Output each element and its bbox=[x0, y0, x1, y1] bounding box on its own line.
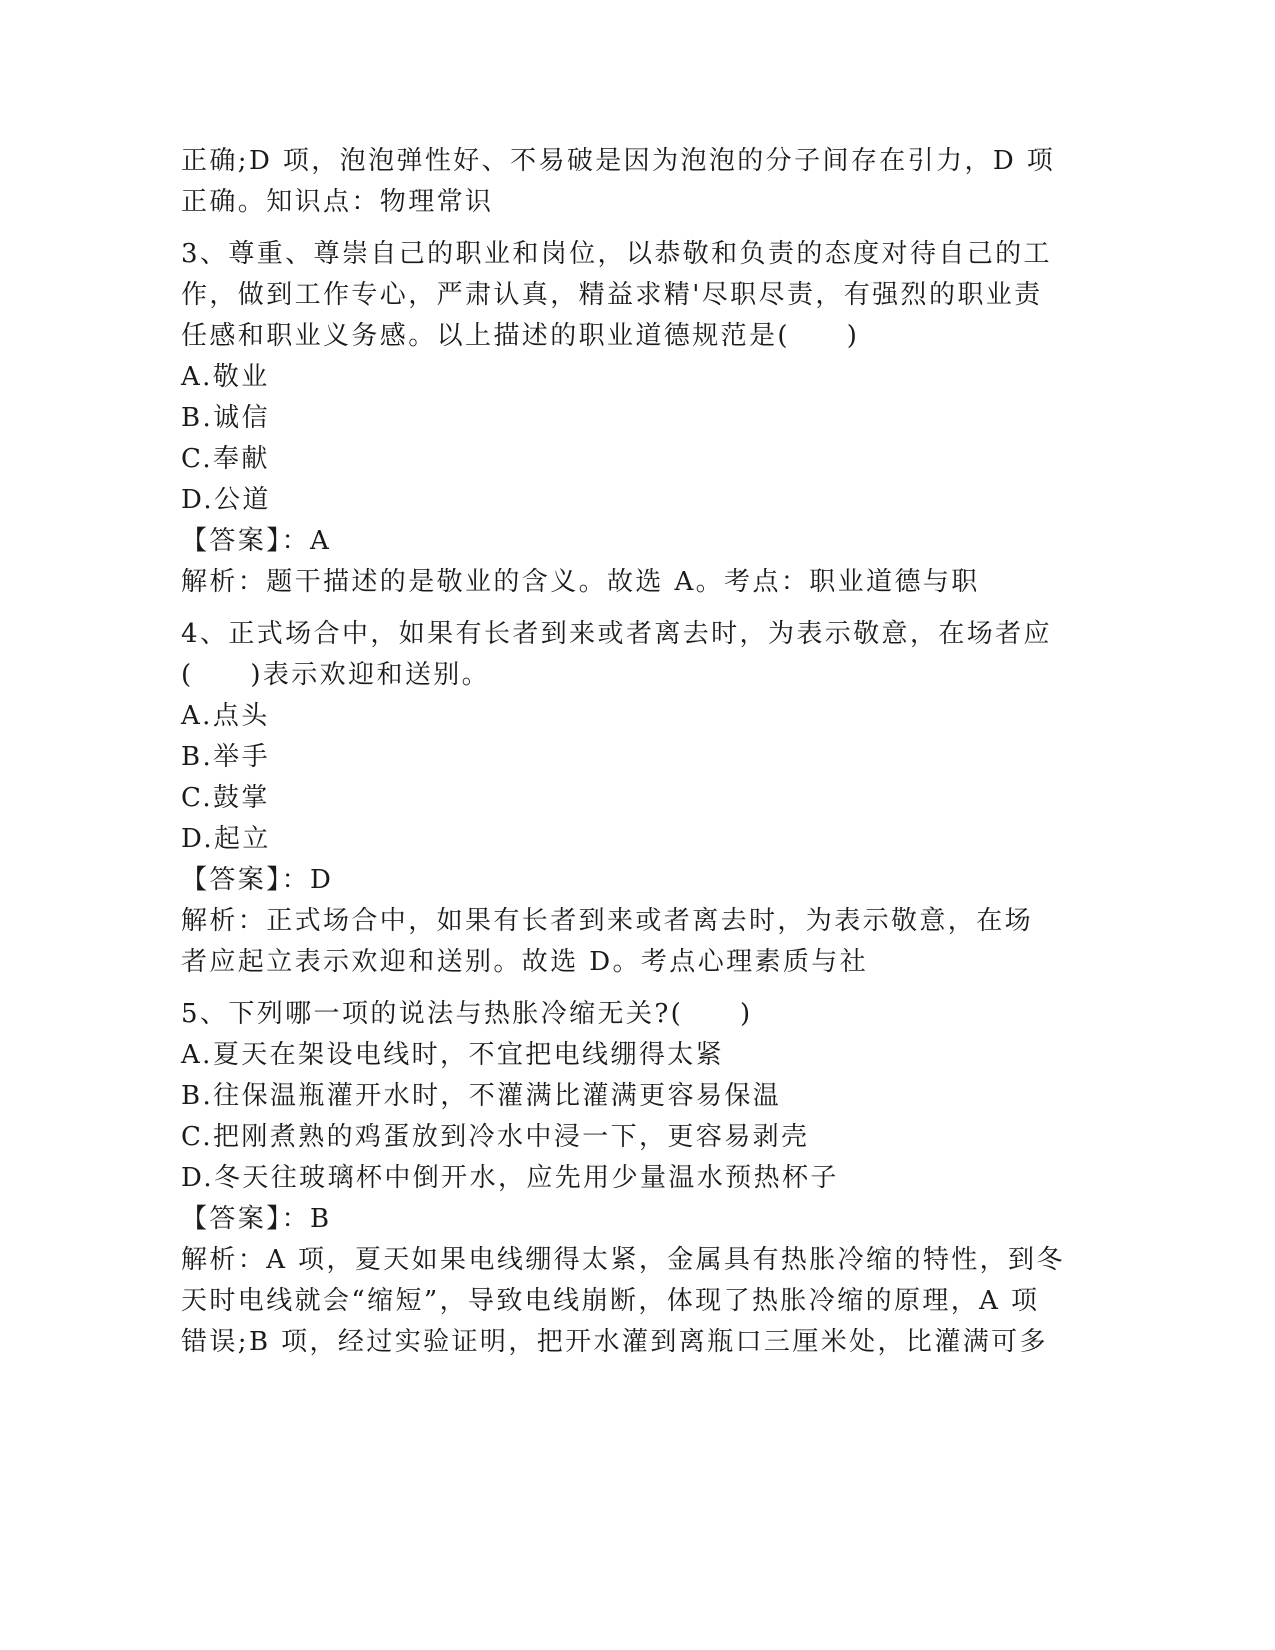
explanation-line: 解析：题干描述的是敬业的含义。故选 A。考点：职业道德与职 bbox=[181, 567, 980, 597]
explanation-line: 正确。知识点：物理常识 bbox=[181, 187, 494, 217]
option-d: D.冬天往玻璃杯中倒开水，应先用少量温水预热杯子 bbox=[181, 1163, 839, 1193]
question-stem-line: 作，做到工作专心，严肃认真，精益求精'尽职尽责，有强烈的职业责 bbox=[181, 280, 1043, 310]
option-c: C.鼓掌 bbox=[181, 783, 270, 813]
option-c: C.奉献 bbox=[181, 444, 270, 474]
option-d: D.起立 bbox=[181, 824, 271, 854]
explanation-line: 解析：正式场合中，如果有长者到来或者离去时，为表示敬意，在场 bbox=[181, 906, 1034, 936]
prev-question-explanation bbox=[181, 141, 1076, 223]
explanation-line: 解析：A 项，夏天如果电线绷得太紧，金属具有热胀冷缩的特性，到冬 bbox=[181, 1245, 1065, 1275]
question-4 bbox=[181, 614, 1076, 983]
option-b: B.往保温瓶灌开水时，不灌满比灌满更容易保温 bbox=[181, 1081, 782, 1111]
question-stem-line: 5、下列哪一项的说法与热胀冷缩无关?( ) bbox=[181, 999, 753, 1029]
question-5 bbox=[181, 994, 1076, 1363]
answer-line: 【答案】：D bbox=[181, 865, 334, 895]
option-c: C.把刚煮熟的鸡蛋放到冷水中浸一下，更容易剥壳 bbox=[181, 1122, 810, 1152]
explanation-line: 天时电线就会“缩短”，导致电线崩断，体现了热胀冷缩的原理，A 项 bbox=[181, 1286, 1040, 1316]
question-stem-line: 3、尊重、尊崇自己的职业和岗位，以恭敬和负责的态度对待自己的工 bbox=[181, 239, 1052, 269]
option-b: B.举手 bbox=[181, 742, 270, 772]
document-page bbox=[181, 141, 1076, 1363]
answer-line: 【答案】：B bbox=[181, 1204, 332, 1234]
question-stem-line: 任感和职业义务感。以上描述的职业道德规范是( ) bbox=[181, 321, 860, 351]
explanation-line: 者应起立表示欢迎和送别。故选 D。考点心理素质与社 bbox=[181, 947, 869, 977]
explanation-line: 正确;D 项，泡泡弹性好、不易破是因为泡泡的分子间存在引力，D 项 bbox=[181, 146, 1056, 176]
option-a: A.点头 bbox=[181, 701, 270, 731]
option-a: A.敬业 bbox=[181, 362, 270, 392]
answer-line: 【答案】：A bbox=[181, 526, 332, 556]
explanation-line: 错误;B 项，经过实验证明，把开水灌到离瓶口三厘米处，比灌满可多 bbox=[181, 1327, 1048, 1357]
question-3 bbox=[181, 234, 1076, 603]
option-d: D.公道 bbox=[181, 485, 271, 515]
question-stem-line: ( )表示欢迎和送别。 bbox=[181, 660, 491, 690]
question-stem-line: 4、正式场合中，如果有长者到来或者离去时，为表示敬意，在场者应 bbox=[181, 619, 1052, 649]
option-a: A.夏天在架设电线时，不宜把电线绷得太紧 bbox=[181, 1040, 725, 1070]
option-b: B.诚信 bbox=[181, 403, 270, 433]
